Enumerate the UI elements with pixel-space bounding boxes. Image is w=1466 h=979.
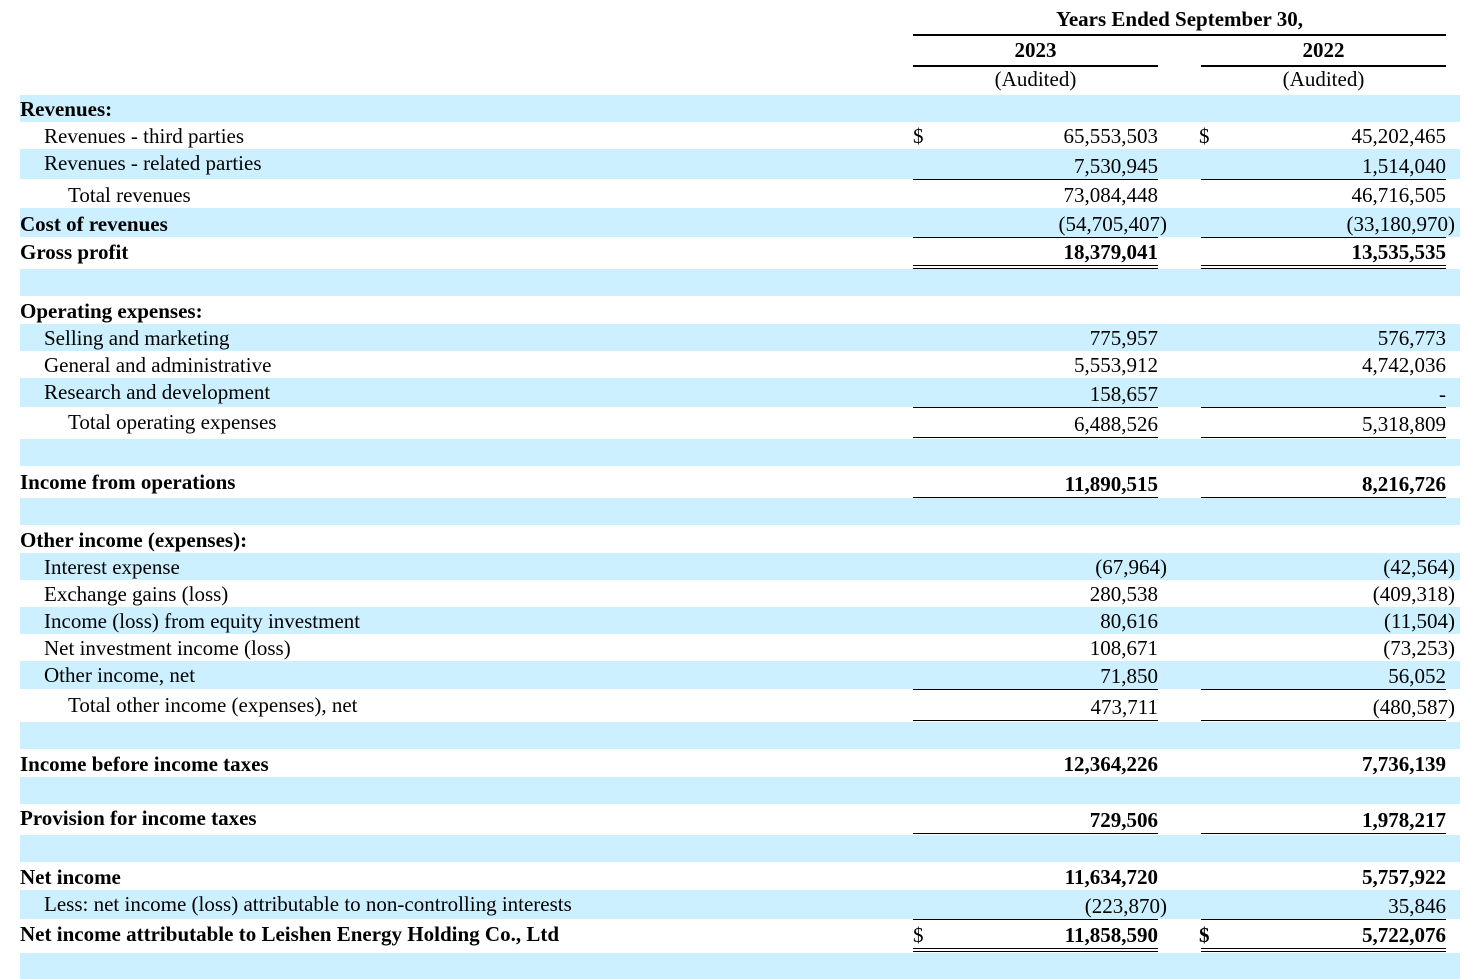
value-2022	[1201, 351, 1446, 378]
value-2022	[1201, 580, 1455, 607]
value-2022	[1201, 689, 1455, 721]
value-2023	[913, 890, 1167, 919]
row-label: General and administrative	[44, 353, 272, 377]
value-2022	[1201, 324, 1446, 351]
value-2022	[1201, 466, 1446, 498]
value-2022	[1201, 122, 1446, 149]
amount: 18,379,041	[1063, 240, 1158, 264]
value-2023	[913, 237, 1158, 269]
row-income-before-taxes	[20, 749, 1460, 777]
row-label: Revenues - third parties	[44, 124, 245, 148]
row-revenues-heading	[20, 95, 1460, 122]
amount: (42,564)	[1383, 555, 1455, 579]
row-net-investment-income	[20, 634, 1460, 661]
section-heading-revenues: Revenues:	[20, 97, 113, 121]
amount: 4,742,036	[1362, 353, 1446, 377]
amount: 71,850	[1100, 664, 1158, 688]
amount: 6,488,526	[1074, 412, 1158, 436]
row-interest-expense	[20, 553, 1460, 580]
row-label: Gross profit	[20, 240, 129, 264]
amount: -	[1439, 382, 1446, 406]
amount: 65,553,503	[1063, 124, 1158, 148]
row-label: Income before income taxes	[20, 752, 269, 776]
value-2022	[1201, 862, 1446, 890]
value-2022	[1201, 237, 1446, 269]
row-spacer	[20, 498, 1460, 525]
value-2022	[1201, 378, 1446, 407]
row-label: Income from operations	[20, 470, 236, 494]
amount: (223,870)	[1084, 894, 1167, 918]
column-year-2023: 2023	[913, 36, 1158, 67]
value-2023	[913, 553, 1167, 580]
value-2022	[1201, 634, 1455, 661]
value-2023	[913, 466, 1158, 498]
amount: (33,180,970)	[1346, 212, 1455, 236]
currency-symbol: $	[1199, 923, 1210, 947]
row-label: Income (loss) from equity investment	[44, 609, 361, 633]
value-2023	[913, 407, 1158, 438]
row-other-income-heading	[20, 525, 1460, 553]
row-income-from-operations	[20, 466, 1460, 498]
amount: 729,506	[1089, 808, 1158, 832]
row-cost-of-revenues	[20, 208, 1460, 237]
row-net-income	[20, 862, 1460, 890]
value-2022	[1201, 661, 1446, 689]
value-2022	[1201, 407, 1446, 438]
row-total-operating-expenses	[20, 407, 1460, 438]
row-label: Revenues - related parties	[44, 151, 262, 175]
value-2022	[1201, 553, 1455, 580]
currency-symbol: $	[1199, 124, 1210, 148]
row-label: Research and development	[44, 380, 271, 404]
amount: 108,671	[1089, 636, 1158, 660]
value-2023	[913, 634, 1158, 661]
row-label: Less: net income (loss) attributable to non-controlling interests	[44, 892, 572, 916]
amount: 7,530,945	[1074, 154, 1158, 178]
row-label: Other income, net	[44, 663, 196, 687]
amount: 46,716,505	[1351, 183, 1446, 207]
value-2022	[1201, 890, 1446, 919]
row-revenues-related-parties	[20, 149, 1460, 179]
row-label: Cost of revenues	[20, 212, 168, 236]
row-spacer	[20, 777, 1460, 804]
row-provision-income-taxes	[20, 804, 1460, 834]
row-revenues-third-parties	[20, 122, 1460, 149]
value-2022	[1201, 749, 1446, 777]
amount: (409,318)	[1372, 582, 1455, 606]
row-spacer	[20, 835, 1460, 862]
row-research-development	[20, 378, 1460, 407]
row-label: Provision for income taxes	[20, 806, 257, 830]
row-spacer	[20, 439, 1460, 466]
period-header: Years Ended September 30,	[913, 4, 1446, 36]
amount: (480,587)	[1372, 695, 1455, 719]
column-sub-2022: (Audited)	[1282, 67, 1365, 91]
section-heading-operating-expenses: Operating expenses:	[20, 299, 203, 323]
value-2023	[913, 749, 1158, 777]
amount: 80,616	[1100, 609, 1158, 633]
amount: 5,757,922	[1362, 865, 1446, 889]
column-sub-2023: (Audited)	[994, 67, 1077, 91]
row-net-income-attributable	[20, 919, 1460, 952]
amount: 5,553,912	[1074, 353, 1158, 377]
row-general-administrative	[20, 351, 1460, 378]
value-2023	[913, 804, 1158, 834]
value-2023	[913, 689, 1158, 721]
amount: 775,957	[1089, 326, 1158, 350]
row-spacer	[20, 953, 1460, 979]
value-2023	[913, 919, 1158, 952]
row-operating-expenses-heading	[20, 296, 1460, 324]
row-label: Net income	[20, 865, 121, 889]
amount: (11,504)	[1384, 609, 1455, 633]
value-2022	[1201, 804, 1446, 834]
amount: 8,216,726	[1362, 472, 1446, 496]
row-label: Net income attributable to Leishen Energy Holding Co., Ltd	[20, 922, 559, 946]
row-label: Total other income (expenses), net	[68, 693, 358, 717]
amount: 11,634,720	[1064, 865, 1158, 889]
amount: 280,538	[1089, 582, 1158, 606]
value-2023	[913, 179, 1158, 208]
value-2022	[1201, 179, 1446, 208]
row-other-income-net	[20, 661, 1460, 689]
row-label: Exchange gains (loss)	[44, 582, 229, 606]
amount: 5,318,809	[1362, 412, 1446, 436]
currency-symbol: $	[913, 124, 924, 148]
row-total-other-income	[20, 689, 1460, 721]
amount: 35,846	[1388, 894, 1446, 918]
value-2023	[913, 351, 1158, 378]
value-2023	[913, 122, 1158, 149]
amount: 1,514,040	[1362, 154, 1446, 178]
row-non-controlling-interests	[20, 890, 1460, 919]
amount: 11,890,515	[1064, 472, 1158, 496]
amount: (54,705,407)	[1058, 212, 1167, 236]
value-2023	[913, 862, 1158, 890]
row-label: Total revenues	[68, 183, 191, 207]
row-spacer	[20, 269, 1460, 296]
value-2023	[913, 378, 1158, 407]
amount: 473,711	[1090, 695, 1158, 719]
row-total-revenues	[20, 179, 1460, 208]
currency-symbol: $	[913, 923, 924, 947]
amount: 11,858,590	[1064, 923, 1158, 947]
amount: 12,364,226	[1063, 752, 1158, 776]
amount: 5,722,076	[1362, 923, 1446, 947]
value-2023	[913, 208, 1167, 237]
value-2022	[1201, 919, 1446, 952]
column-year-2022: 2022	[1201, 36, 1446, 67]
value-2022	[1201, 607, 1455, 634]
row-label: Interest expense	[44, 555, 180, 579]
amount: 45,202,465	[1351, 124, 1446, 148]
row-gross-profit	[20, 237, 1460, 269]
value-2023	[913, 580, 1158, 607]
row-selling-marketing	[20, 324, 1460, 351]
amount: 13,535,535	[1351, 240, 1446, 264]
amount: (67,964)	[1095, 555, 1167, 579]
amount: 1,978,217	[1362, 808, 1446, 832]
amount: 7,736,139	[1362, 752, 1446, 776]
row-exchange-gains	[20, 580, 1460, 607]
amount: 158,657	[1089, 382, 1158, 406]
row-label: Total operating expenses	[68, 410, 277, 434]
value-2023	[913, 324, 1158, 351]
row-label: Selling and marketing	[44, 326, 230, 350]
row-spacer	[20, 722, 1460, 749]
row-equity-investment	[20, 607, 1460, 634]
amount: 56,052	[1388, 664, 1446, 688]
amount: (73,253)	[1383, 636, 1455, 660]
value-2023	[913, 661, 1158, 689]
amount: 576,773	[1377, 326, 1446, 350]
value-2023	[913, 607, 1158, 634]
value-2022	[1201, 208, 1455, 237]
value-2023	[913, 149, 1158, 179]
amount: 73,084,448	[1063, 183, 1158, 207]
row-label: Net investment income (loss)	[44, 636, 291, 660]
section-heading-other-income: Other income (expenses):	[20, 528, 248, 552]
value-2022	[1201, 149, 1446, 179]
